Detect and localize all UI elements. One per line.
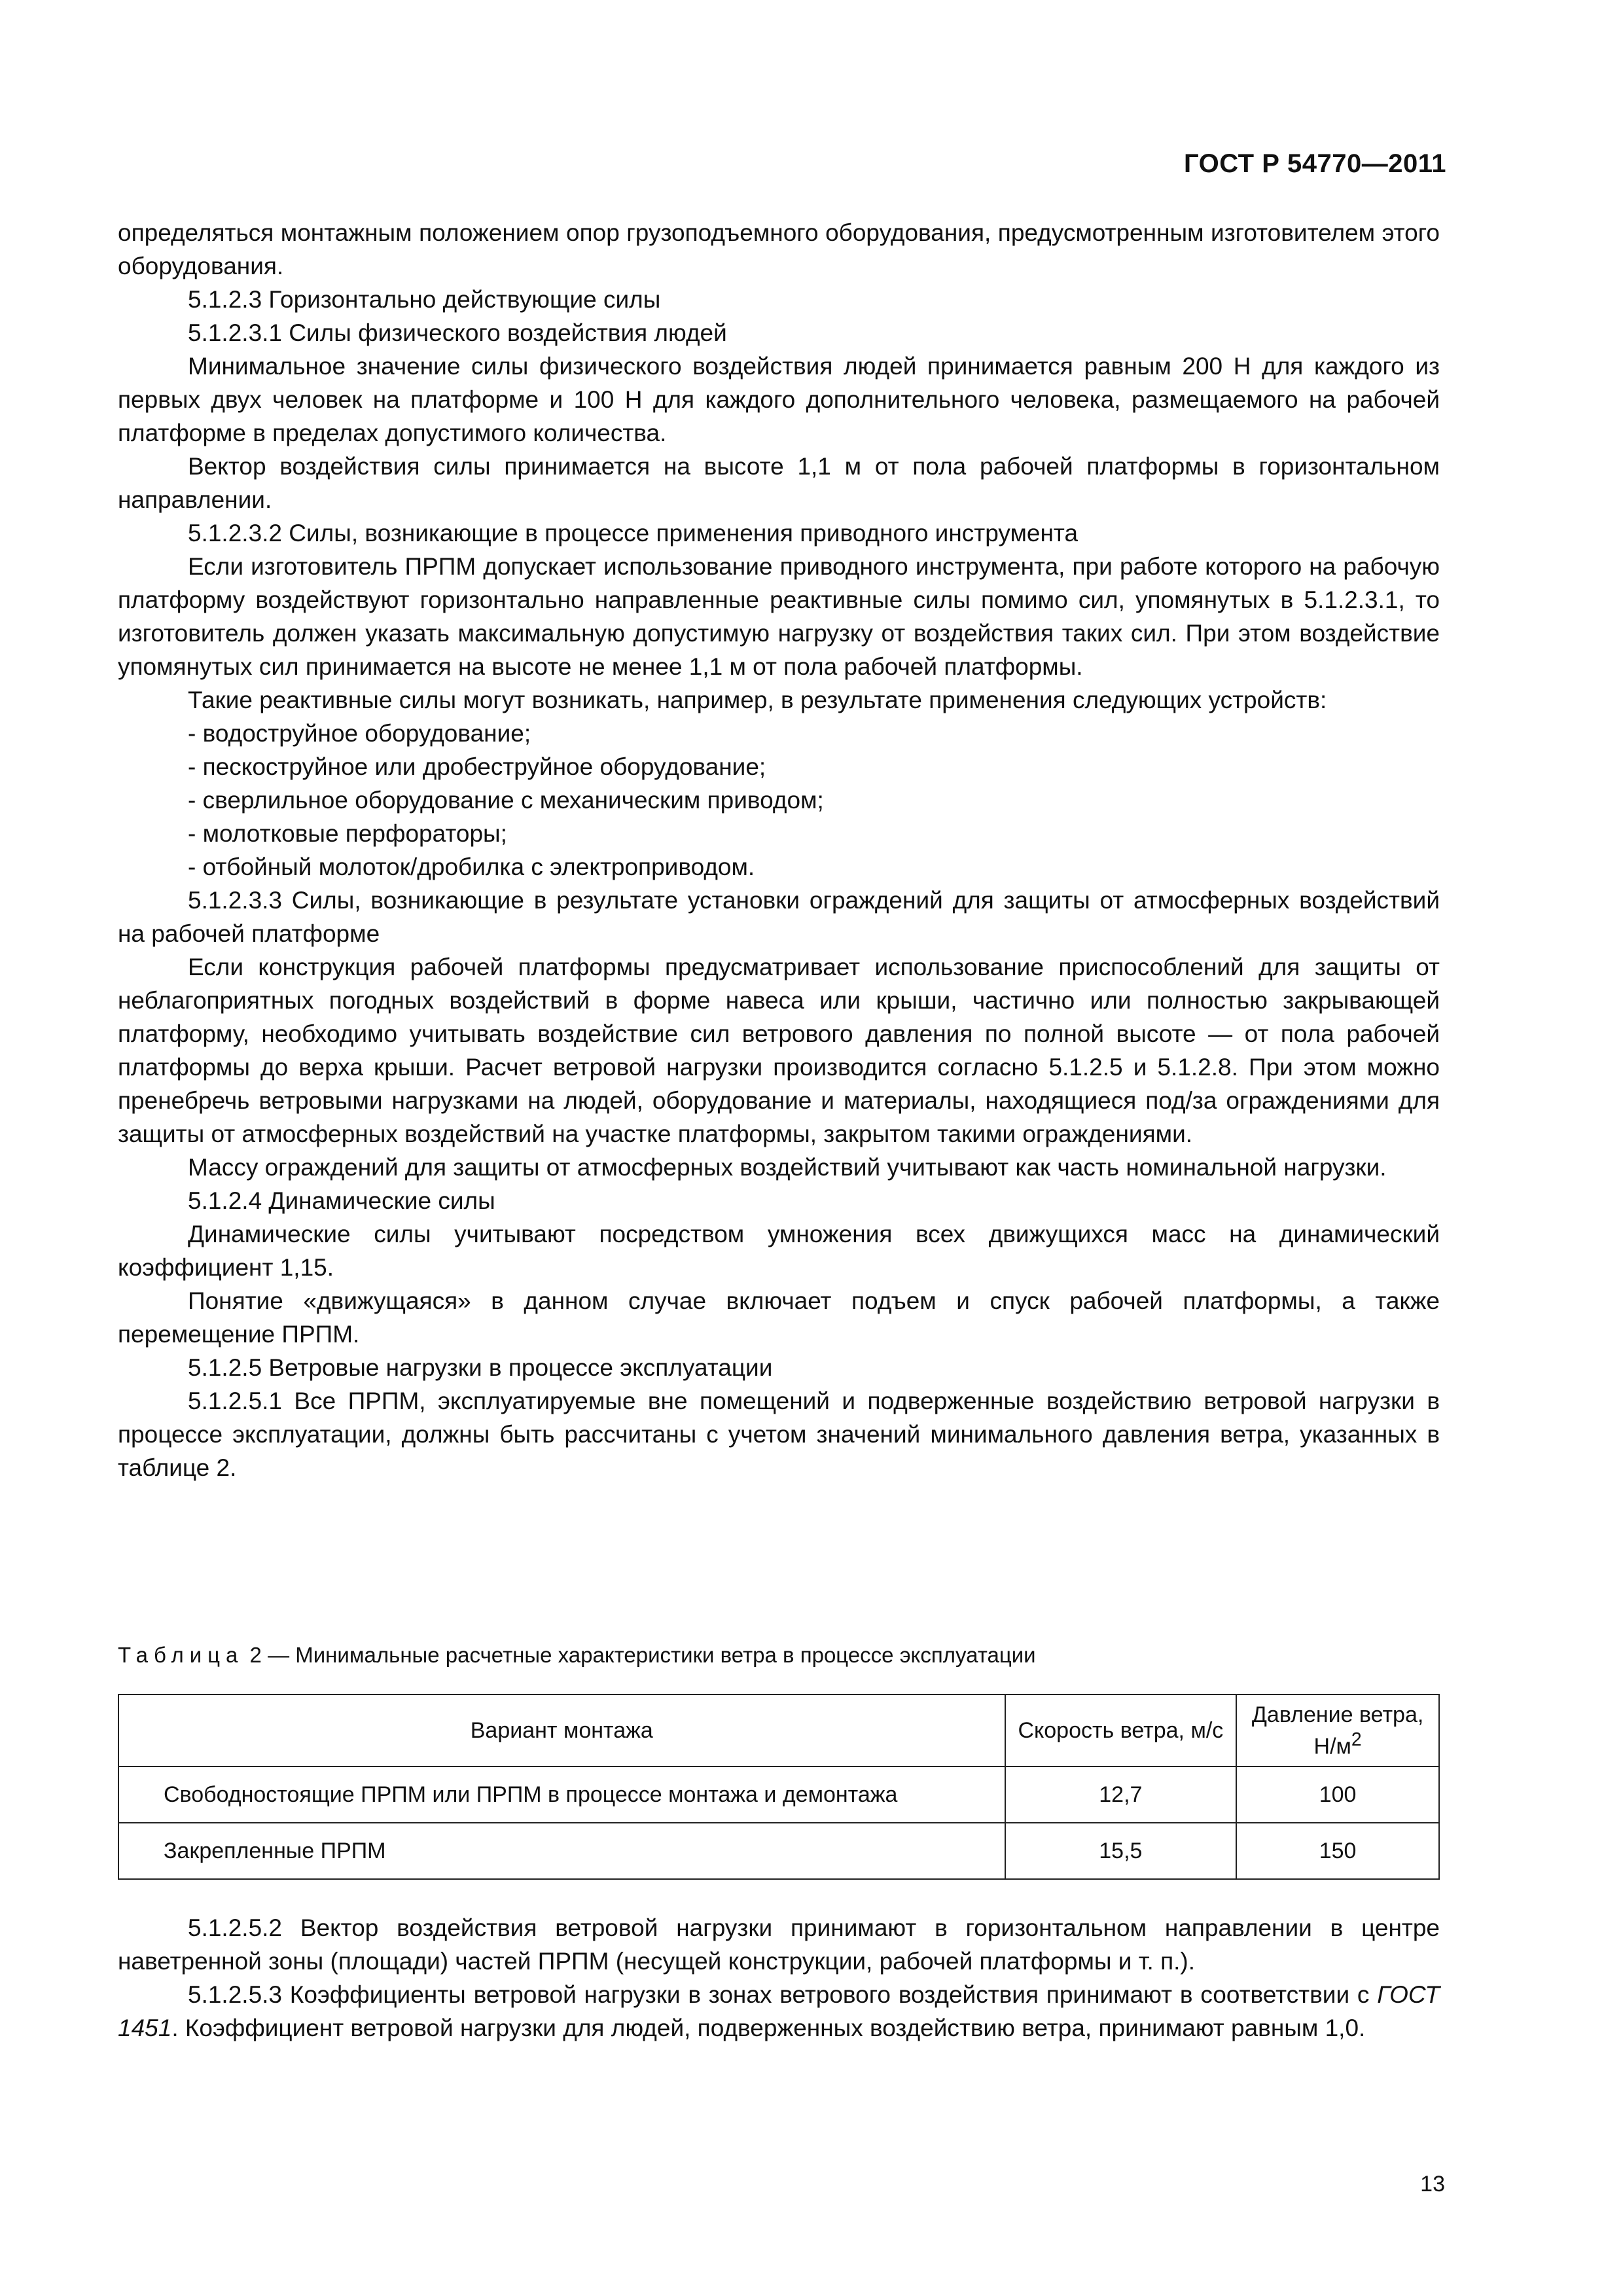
list-item: - пескоструйное или дробеструйное оборудование; [188,753,766,780]
paragraph: Если изготовитель ПРПМ допускает использование приводного инструмента, при работе которого на рабочую платформу воздействуют горизонтально направленные реактивные силы помимо сил, упомянутых в 5.1.2.3.1, то изготовитель должен указать максимальную допустимую нагрузку от воздействия таких сил. При этом воздействие упомянутых сил принимается на высоте не менее 1,1 м от пола рабочей платформы. [118,553,1440,680]
cell-speed: 12,7 [1005,1767,1237,1823]
section-heading: 5.1.2.3.2 Силы, возникающие в процессе применения приводного инструмента [188,520,1079,547]
list-item: - отбойный молоток/дробилка с электроприводом. [188,853,755,880]
paragraph: Минимальное значение силы физического воздействия людей принимается равным 200 Н для каждого из первых двух человек на платформе и 100 Н для каждого дополнительного человека, размещаемого на рабочей платформе в пределах допустимого количества. [118,353,1440,446]
table-caption-label: Таблица [118,1643,244,1667]
standard-reference: ГОСТ 1451 [118,1981,1440,2041]
table-row [118,1823,1439,1879]
paragraph: Если конструкция рабочей платформы предусматривает использование приспособлений для защиты от неблагоприятных погодных воздействий в форме навеса или крыши, частично или полностью закрывающей платформу, необходимо учитывать воздействие сил ветрового давления по полной высоте — от пола рабочей платформы до верха крыши. Расчет ветровой нагрузки производится согласно 5.1.2.5 и 5.1.2.8. При этом можно пренебречь ветровыми нагрузками на людей, оборудование и материалы, находящиеся под/за ограждениями для защиты от атмосферных воздействий на участке платформы, закрытом такими ограждениями. [118,954,1440,1147]
section-heading: 5.1.2.3.3 Силы, возникающие в результате установки ограждений для защиты от атмосферных воздействий на рабочей платформе [118,887,1440,947]
paragraph: 5.1.2.5.2 Вектор воздействия ветровой нагрузки принимают в горизонтальном направлении в центре наветренной зоны (площади) частей ПРПМ (несущей конструкции, рабочей платформы и т. п.). [118,1914,1440,1975]
cell-pressure: 150 [1236,1823,1439,1879]
paragraph: Динамические силы учитывают посредством умножения всех движущихся масс на динамический коэффициент 1,15. [118,1221,1440,1281]
table-caption [118,1643,1036,1668]
paragraph: Массу ограждений для защиты от атмосферных воздействий учитывают как часть номинальной нагрузки. [188,1154,1387,1181]
header-wind-pressure-exponent: 2 [1351,1729,1362,1750]
section-heading: 5.1.2.4 Динамические силы [188,1187,495,1214]
post-table-text [118,1911,1440,2045]
paragraph-text: 5.1.2.5.3 Коэффициенты ветровой нагрузки в зонах ветрового воздействия принимают в соответствии с [188,1981,1378,2008]
list-item: - водоструйное оборудование; [188,720,531,747]
cell-pressure: 100 [1236,1767,1439,1823]
cell-variant: Закрепленные ПРПМ [118,1823,1005,1879]
header-variant: Вариант монтажа [118,1695,1005,1767]
table-caption-text: 2 — Минимальные расчетные характеристики ветра в процессе эксплуатации [243,1643,1036,1667]
table-row [118,1767,1439,1823]
cell-variant: Свободностоящие ПРПМ или ПРПМ в процессе монтажа и демонтажа [118,1767,1005,1823]
paragraph: определяться монтажным положением опор грузоподъемного оборудования, предусмотренным изготовителем этого оборудования. [118,219,1440,279]
document-code-header: ГОСТ Р 54770—2011 [1184,149,1446,178]
header-wind-speed: Скорость ветра, м/с [1005,1695,1237,1767]
list-item: - сверлильное оборудование с механическим приводом; [188,787,824,814]
section-heading: 5.1.2.3.1 Силы физического воздействия людей [188,319,727,346]
paragraph-text: . Коэффициент ветровой нагрузки для людей, подверженных воздействию ветра, принимают равным 1,0. [171,2015,1366,2041]
list-item: - молотковые перфораторы; [188,820,507,847]
paragraph: Понятие «движущаяся» в данном случае включает подъем и спуск рабочей платформы, а также перемещение ПРПМ. [118,1287,1440,1348]
paragraph: Вектор воздействия силы принимается на высоте 1,1 м от пола рабочей платформы в горизонтальном направлении. [118,453,1440,513]
cell-speed: 15,5 [1005,1823,1237,1879]
body-text [118,216,1440,1484]
paragraph: 5.1.2.5.1 Все ПРПМ, эксплуатируемые вне помещений и подверженные воздействию ветровой нагрузки в процессе эксплуатации, должны быть рассчитаны с учетом значений минимального давления ветра, указанных в таблице 2. [118,1388,1440,1481]
wind-characteristics-table [118,1694,1440,1880]
section-heading: 5.1.2.3 Горизонтально действующие силы [188,286,661,313]
paragraph [118,1978,1440,2045]
header-wind-pressure-text: Давление ветра, Н/м [1251,1702,1424,1759]
page-number: 13 [1420,2172,1445,2197]
section-heading: 5.1.2.5 Ветровые нагрузки в процессе эксплуатации [188,1354,773,1381]
paragraph: Такие реактивные силы могут возникать, например, в результате применения следующих устройств: [188,687,1327,713]
table-header-row [118,1695,1439,1767]
header-wind-pressure [1236,1695,1439,1767]
